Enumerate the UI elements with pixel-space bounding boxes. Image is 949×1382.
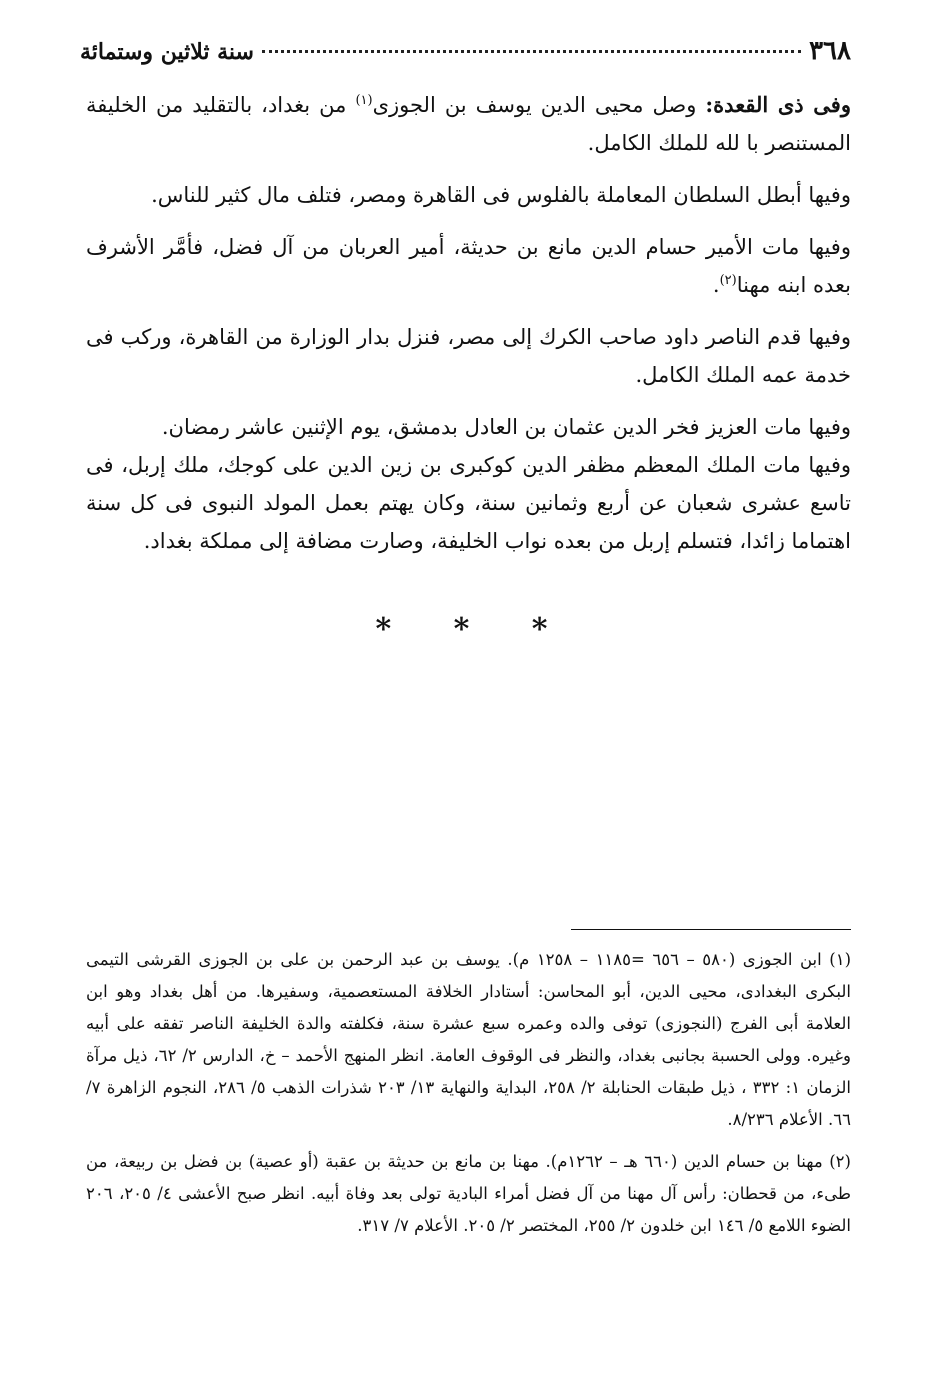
paragraph-text: من بغداد، بالتقليد من الخليفة المستنصر با لله للملك الكامل. [86, 93, 851, 155]
paragraph-fulus: وفيها أبطل السلطان المعاملة بالفلوس فى القاهرة ومصر، فتلف مال كثير للناس. [151, 183, 851, 207]
paragraph-dhul-qadah [86, 86, 851, 162]
footnote-ref-2: (٢) [719, 273, 737, 288]
paragraph-text: وفيها مات الأمير حسام الدين مانع بن حديثة، أمير العربان من آل فضل، فأمَّر الأشرف بعده ابنه مهنا [86, 235, 851, 297]
paragraph-end: . [712, 273, 720, 297]
footnote-ref-1: (١) [355, 93, 373, 108]
paragraph-mani [86, 228, 851, 304]
section-separator: * * * [375, 612, 574, 647]
paragraph-lead: وفى ذى القعدة: [705, 92, 851, 117]
footnotes [86, 944, 851, 1252]
page-header [80, 36, 851, 76]
main-text [86, 86, 851, 574]
footnote-1: (١) ابن الجوزى (٥٨٠ – ٦٥٦ =١١٨٥ – ١٢٥٨ م). يوسف بن عبد الرحمن بن على بن الجوزى القرشى التيمى البكرى البغدادى، محيى الدين، أبو المحاسن: أستادار الخلافة المستعصمية، وسفيرها. من أهل بغداد وهو ابن العلامة أبى الفرج (النجوزى) توفى والده وعمره سبع عشرة سنة، فكلفته والدة الخليفة الناصر تفقه على أبيه وغيره. وولى الحسبة بجانبى بغداد، والنظر فى الوقوف العامة. انظر المنهج الأحمد – خ، الدارس ٢/ ٦٢، ذيل مرآة الزمان ١: ٣٣٢ ، ذيل طبقات الحنابلة ٢/ ٢٥٨، البداية والنهاية ١٣/ ٢٠٣ شذرات الذهب ٥/ ٢٨٦، النجوم الزاهرة ٧/ ٦٦. الأعلام ٨/٢٣٦. [86, 950, 852, 1129]
paragraph-muazzam: وفيها مات الملك المعظم مظفر الدين كوكبرى بن زين الدين على كوجك، ملك إربل، فى تاسع عشرى شعبان عن أربع وثمانين سنة، وكان يهتم بعمل المولد النبوى فى كل سنة اهتماما زائدا، فتسلم إربل من بعده نواب الخليفة، وصارت مضافة إلى مملكة بغداد. [86, 453, 851, 553]
footnote-2: (٢) مهنا بن حسام الدين (٦٦٠ هـ – ١٢٦٢م). مهنا بن مانع بن حديثة بن عقبة (أو عصية) بن فضل بن ربيعة، من طىء، من قحطان: رأس آل مهنا من آل فضل أمراء البادية تولى بعد وفاة أبيه. انظر صبح الأعشى ٤/ ٢٠٥، ٢٠٦ الضوء اللامع ٥/ ١٤٦ ابن خلدون ٢/ ٢٥٥، المختصر ٢/ ٢٠٥. الأعلام ٧/ ٣١٧. [86, 1152, 852, 1235]
paragraph-text: وصل محيى الدين يوسف بن الجوزى [372, 93, 697, 117]
paragraph-nasir-dawud: وفيها قدم الناصر داود صاحب الكرك إلى مصر، فنزل بدار الوزارة من القاهرة، وركب فى خدمة عمه الملك الكامل. [86, 325, 851, 387]
running-title: سنة ثلاثين وستمائة [80, 39, 254, 65]
dotted-leader [262, 50, 801, 53]
paragraph-aziz: وفيها مات العزيز فخر الدين عثمان بن العادل بدمشق، يوم الإثنين عاشر رمضان. [161, 415, 851, 439]
footnote-divider [571, 929, 851, 930]
page-number: ٣٦٨ [809, 36, 851, 66]
